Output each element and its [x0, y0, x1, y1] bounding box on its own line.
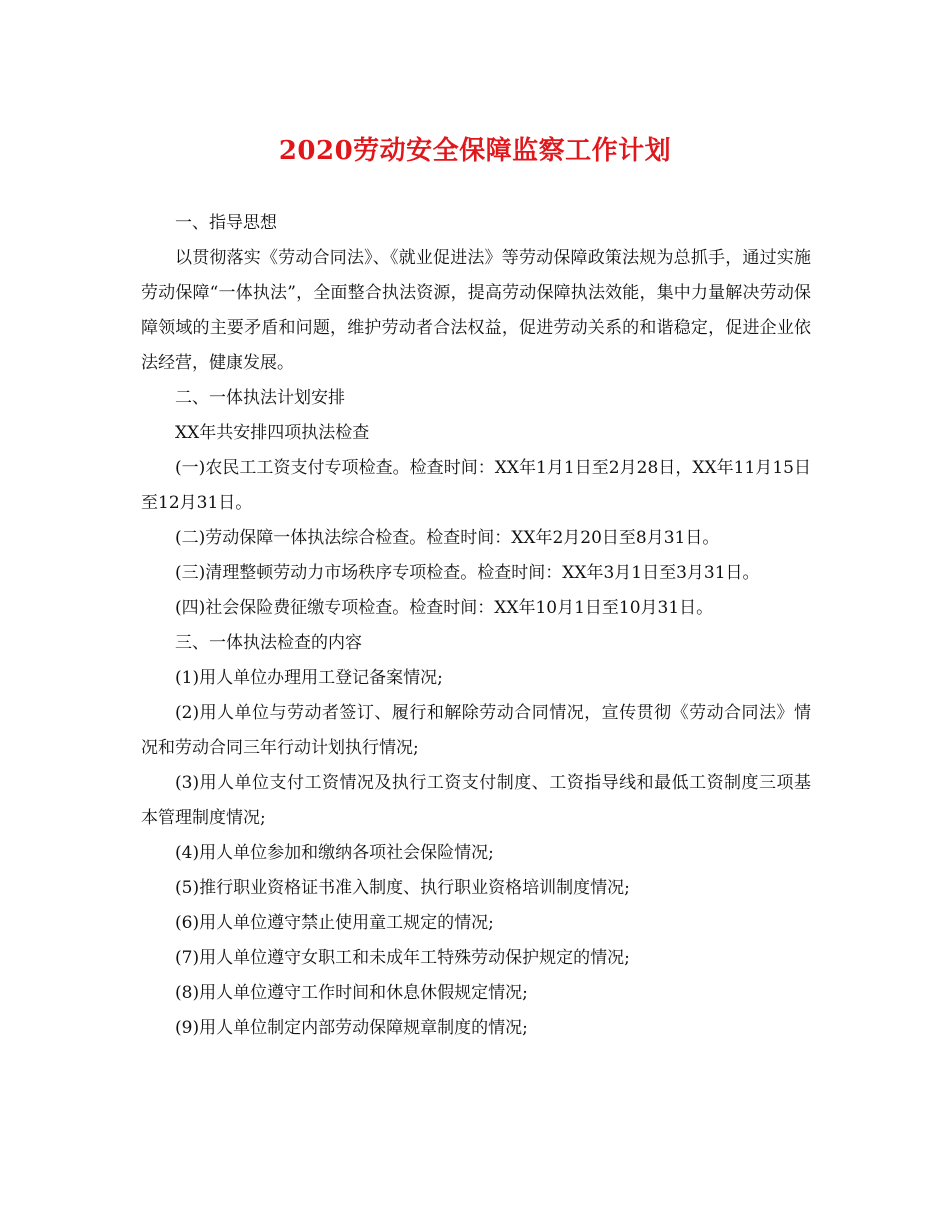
list-item-content-7: (7)用人单位遵守女职工和未成年工特殊劳动保护规定的情况;: [175, 948, 630, 968]
list-item-content-4: (4)用人单位参加和缴纳各项社会保险情况;: [175, 843, 494, 863]
list-item-inspection-4: (四)社会保险费征缴专项检查。检查时间：XX年10月1日至10月31日。: [175, 598, 714, 618]
paragraph-plan-summary: XX年共安排四项执法检查: [175, 423, 370, 443]
section-heading-inspection-content: 三、一体执法检查的内容: [175, 633, 362, 653]
document-title: 2020劳动安全保障监察工作计划: [278, 136, 672, 166]
list-item-content-2: (2)用人单位与劳动者签订、履行和解除劳动合同情况，宣传贯彻《劳动合同法》情况和劳动合同三年行动计划执行情况;: [141, 703, 811, 758]
list-item-content-8: (8)用人单位遵守工作时间和休息休假规定情况;: [175, 983, 528, 1003]
section-heading-enforcement-plan: 二、一体执法计划安排: [175, 388, 345, 408]
list-item-content-3: (3)用人单位支付工资情况及执行工资支付制度、工资指导线和最低工资制度三项基本管理制度情况;: [141, 773, 811, 828]
paragraph-guiding-ideology: 以贯彻落实《劳动合同法》、《就业促进法》等劳动保障政策法规为总抓手，通过实施劳动保障“一体执法”，全面整合执法资源，提高劳动保障执法效能，集中力量解决劳动保障领域的主要矛盾和问题，维护劳动者合法权益，促进劳动关系的和谐稳定，促进企业依法经营，健康发展。: [141, 248, 811, 373]
document-body: [141, 206, 811, 1046]
list-item-inspection-3: (三)清理整顿劳动力市场秩序专项检查。检查时间：XX年3月1日至3月31日。: [175, 563, 760, 583]
list-item-content-1: (1)用人单位办理用工登记备案情况;: [175, 668, 443, 688]
list-item-inspection-1: (一)农民工工资支付专项检查。检查时间：XX年1月1日至2月28日，XX年11月15日至12月31日。: [141, 458, 811, 513]
section-heading-guiding-ideology: 一、指导思想: [175, 213, 277, 233]
list-item-content-5: (5)推行职业资格证书准入制度、执行职业资格培训制度情况;: [175, 878, 630, 898]
list-item-content-6: (6)用人单位遵守禁止使用童工规定的情况;: [175, 913, 494, 933]
list-item-inspection-2: (二)劳动保障一体执法综合检查。检查时间：XX年2月20日至8月31日。: [175, 528, 720, 548]
list-item-content-9: (9)用人单位制定内部劳动保障规章制度的情况;: [175, 1018, 528, 1038]
